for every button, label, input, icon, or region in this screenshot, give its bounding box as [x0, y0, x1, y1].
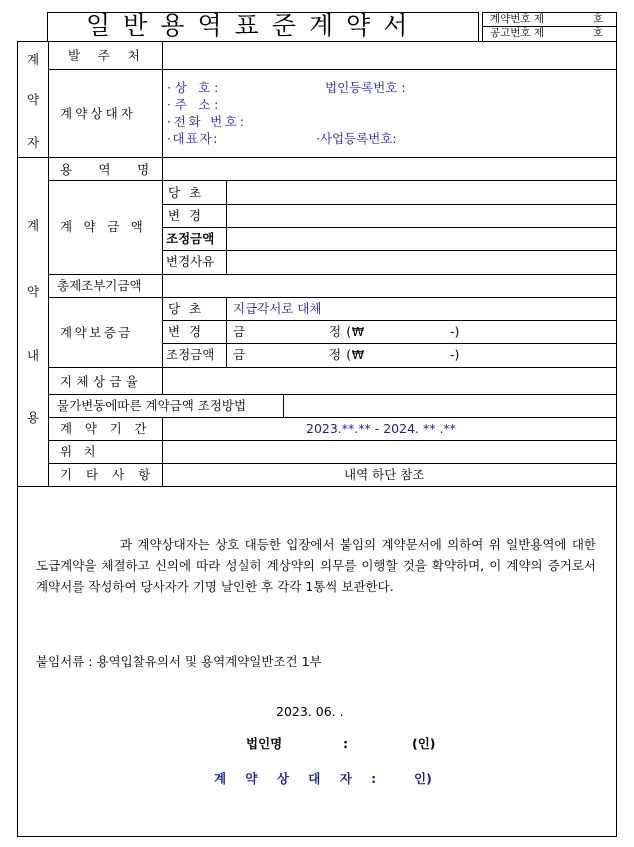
- divider: [162, 157, 163, 181]
- divider: [226, 180, 227, 275]
- ordering-party-label: 발 주 처: [68, 48, 147, 63]
- attachments: 붙임서류 : 용역입찰유의서 및 용역계약일반조건 1부: [36, 654, 322, 669]
- divider: [17, 157, 617, 158]
- corp-name-label: 법인명: [246, 736, 283, 751]
- guarantee-change-prefix: 금: [233, 324, 246, 339]
- divider: [162, 297, 163, 368]
- divider: [48, 394, 616, 395]
- amount-row-change: 변 경: [168, 208, 204, 223]
- contractor-sign-label: 계 약 상 대 자 :: [214, 771, 384, 786]
- etc-label: 기 타 사 항: [60, 467, 156, 482]
- guarantee-row-original: 당 초: [168, 301, 204, 316]
- contract-date: 2023. 06. .: [276, 704, 344, 719]
- contractor-seal: 인): [414, 771, 432, 786]
- contract-no-suffix: 호: [593, 13, 604, 25]
- divider: [162, 417, 163, 487]
- total-amount-label: 총제조부기금액: [57, 278, 142, 293]
- divider: [162, 180, 163, 275]
- divider: [162, 227, 616, 228]
- corp-seal: (인): [412, 736, 436, 751]
- divider: [162, 320, 616, 321]
- divider: [162, 367, 163, 395]
- side-char: 약: [27, 284, 40, 299]
- biz-reg-no-field: ·사업등록번호:: [316, 131, 397, 146]
- divider: [48, 417, 616, 418]
- side-char: 자: [27, 135, 40, 150]
- divider: [162, 250, 616, 251]
- company-field: ·상 호:: [167, 80, 223, 95]
- guarantee-original-value: 지급각서로 대체: [233, 301, 322, 316]
- side-char: 내: [27, 348, 40, 363]
- corp-colon: :: [343, 736, 348, 751]
- side-char: 용: [27, 410, 40, 425]
- penalty-rate-label: 지체상금율: [60, 374, 143, 389]
- amount-row-original: 당 초: [168, 185, 204, 200]
- divider: [48, 463, 616, 464]
- side-char: 계: [27, 218, 40, 233]
- contract-no-label: 계약번호 제: [490, 13, 545, 25]
- divider: [162, 41, 163, 158]
- divider: [48, 367, 616, 368]
- divider: [48, 69, 616, 70]
- address-field: ·주 소:: [167, 97, 223, 112]
- guarantee-adjusted-end: -): [450, 347, 460, 362]
- guarantee-row-change: 변 경: [168, 324, 204, 339]
- notice-no-label: 공고번호 제: [490, 27, 545, 39]
- price-adjust-label: 물가변동에따른 계약금액 조정방법: [57, 398, 247, 413]
- etc-value: 내역 하단 참조: [344, 467, 425, 482]
- amount-label: 계 약 금 액: [60, 219, 147, 234]
- guarantee-change-mid: 정 (₩: [329, 324, 365, 339]
- side-char: 계: [27, 52, 40, 67]
- divider: [48, 440, 616, 441]
- guarantee-label: 계약보증금: [60, 325, 133, 340]
- contract-paragraph: 과 계약상대자는 상호 대등한 입장에서 붙임의 계약문서에 의하여 위 일반용역에 대한 도급계약을 체결하고 신의에 따라 성실히 계상약의 의무를 이행할 것을 확약하며, 이 계약의 증거로서 계약서를 작성하여 당사자가 기명 날인한 후 각각 1통씩 보관한다.: [36, 537, 596, 594]
- notice-no-suffix: 호: [593, 27, 604, 39]
- divider: [162, 343, 616, 344]
- service-name-label: 용 역 명: [60, 162, 161, 177]
- guarantee-row-adjusted: 조정금액: [166, 347, 215, 362]
- phone-field: ·전화 번호:: [167, 114, 247, 129]
- contractor-label: 계약상대자: [60, 106, 137, 121]
- guarantee-adjusted-mid: 정 (₩: [329, 347, 365, 362]
- amount-row-reason: 변경사유: [166, 254, 215, 269]
- amount-row-adjusted: 조정금액: [166, 231, 215, 246]
- side-char: 약: [27, 92, 40, 107]
- ceo-field: ·대표자:: [167, 131, 219, 146]
- guarantee-adjusted-prefix: 금: [233, 347, 246, 362]
- divider: [283, 394, 284, 418]
- divider: [162, 204, 616, 205]
- period-value: 2023.**.** - 2024. ** .**: [306, 421, 456, 436]
- divider: [17, 486, 617, 487]
- period-label: 계 약 기 간: [60, 421, 151, 436]
- divider: [162, 274, 163, 298]
- corp-reg-no-field: 법인등록번호 :: [325, 80, 406, 95]
- divider: [48, 297, 616, 298]
- page-title: 일반용역표준계약서: [86, 11, 421, 40]
- divider: [48, 274, 616, 275]
- divider: [48, 41, 49, 487]
- guarantee-change-end: -): [450, 324, 460, 339]
- divider: [48, 180, 616, 181]
- divider: [226, 297, 227, 368]
- location-label: 위 치: [60, 444, 100, 459]
